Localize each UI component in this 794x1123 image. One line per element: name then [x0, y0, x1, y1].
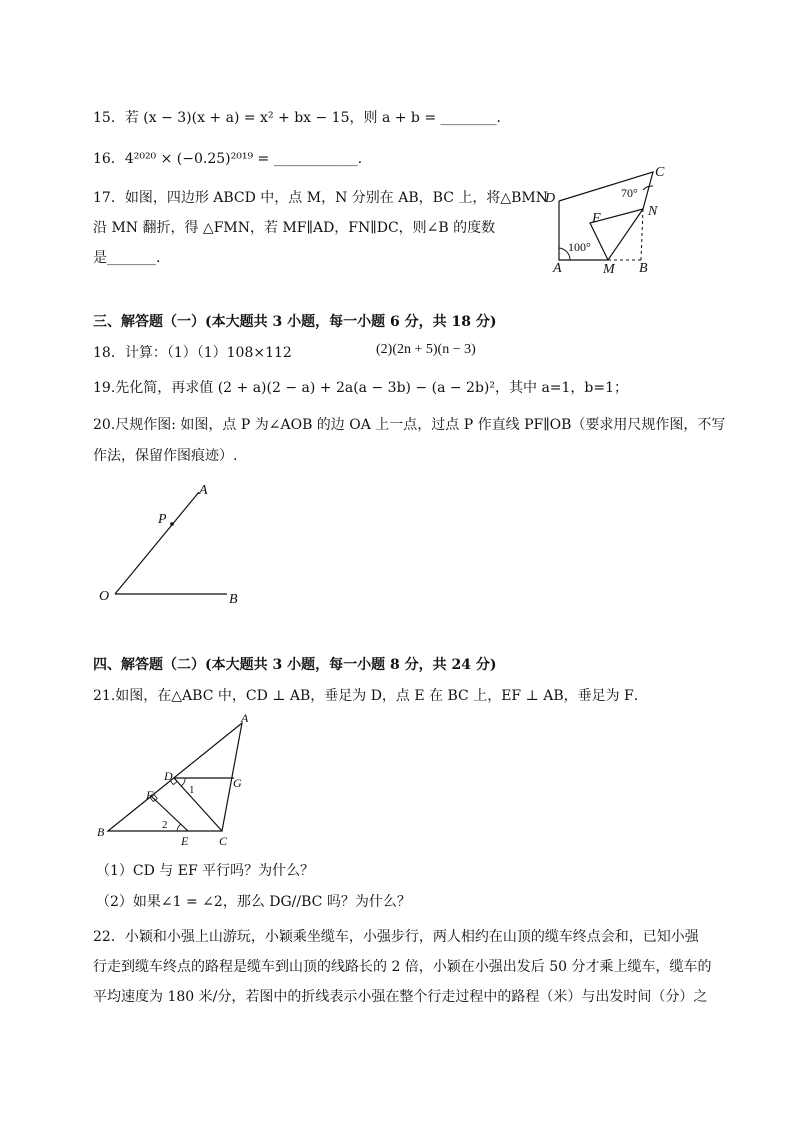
question-18-part-2: (2)(2n + 5)(n − 3)	[376, 342, 476, 357]
fig20-label-a: A	[199, 483, 208, 498]
question-22-line-3: 平均速度为 180 米/分，若图中的折线表示小强在整个行走过程中的路程（米）与出发时间（分）之	[93, 989, 708, 1005]
fig17-label-m: M	[603, 262, 615, 277]
fig20-label-b: B	[229, 592, 238, 607]
question-17-line-3: 是_______.	[93, 250, 161, 266]
quadrilateral-figure	[535, 158, 675, 278]
fig17-label-b: B	[639, 261, 648, 276]
question-17-line-1: 17．如图，四边形 ABCD 中，点 M，N 分别在 AB，BC 上，将△BMN	[93, 190, 548, 206]
fig21-label-e: E	[181, 834, 189, 848]
fig21-label-a: A	[241, 711, 249, 725]
question-20-line-1: 20.尺规作图: 如图，点 P 为∠AOB 的边 OA 上一点，过点 P 作直线 PF∥OB（要求用尺规作图，不写	[93, 417, 726, 433]
fig17-label-c: C	[655, 165, 665, 180]
question-15: 15．若 (x − 3)(x + a) = x² + bx − 15，则 a + b = ________．	[93, 110, 511, 126]
question-19: 19.先化简，再求值 (2 + a)(2 − a) + 2a(a − 3b) − (a − 2b)²，其中 a=1，b=1；	[93, 380, 629, 396]
fig21-angle-1: 1	[189, 784, 195, 796]
question-21-sub-2: （2）如果∠1 = ∠2，那么 DG//BC 吗？为什么？	[96, 894, 411, 910]
fig20-label-p: P	[158, 512, 167, 527]
question-18-part-1: 18．计算：（1）（1）108×112	[93, 345, 292, 361]
fig21-label-g: G	[233, 776, 242, 790]
fig21-label-d: D	[164, 769, 173, 783]
fig21-angle-2: 2	[162, 819, 168, 831]
question-16: 16．4²⁰²⁰ × (−0.25)²⁰¹⁹ = ____________．	[93, 151, 372, 167]
angle-aob-figure	[95, 478, 255, 610]
fig21-label-c: C	[219, 834, 228, 848]
fig21-label-f: F	[146, 788, 154, 802]
question-21: 21.如图，在△ABC 中，CD ⊥ AB，垂足为 D，点 E 在 BC 上，EF ⊥ AB，垂足为 F．	[93, 688, 648, 704]
fig17-label-a: A	[553, 261, 562, 276]
triangle-abc-figure	[95, 710, 265, 850]
question-21-sub-1: （1）CD 与 EF 平行吗？为什么？	[96, 863, 315, 879]
fig17-label-f: F	[592, 211, 601, 226]
question-20-line-2: 作法，保留作图痕迹）.	[93, 448, 238, 464]
fig21-label-b: B	[97, 825, 105, 839]
fig17-label-d: D	[545, 191, 556, 206]
question-22-line-2: 行走到缆车终点的路程是缆车到山顶的线路长的 2 倍，小颖在小强出发后 50 分才乘上缆车，缆车的	[93, 959, 712, 975]
fig17-angle-c: 70°	[621, 186, 638, 200]
section-3-title: 三、解答题（一）(本大题共 3 小题，每一小题 6 分，共 18 分)	[93, 314, 497, 330]
section-4-title: 四、解答题（二）(本大题共 3 小题，每一小题 8 分，共 24 分)	[93, 657, 497, 673]
fig20-label-o: O	[99, 589, 110, 604]
question-17-line-2: 沿 MN 翻折，得 △FMN，若 MF∥AD，FN∥DC，则∠B 的度数	[93, 220, 496, 236]
fig17-angle-a: 100°	[568, 240, 591, 254]
fig17-label-n: N	[648, 204, 658, 219]
question-22-line-1: 22．小颖和小强上山游玩，小颖乘坐缆车，小强步行，两人相约在山顶的缆车终点会和，已知小强	[93, 929, 699, 945]
